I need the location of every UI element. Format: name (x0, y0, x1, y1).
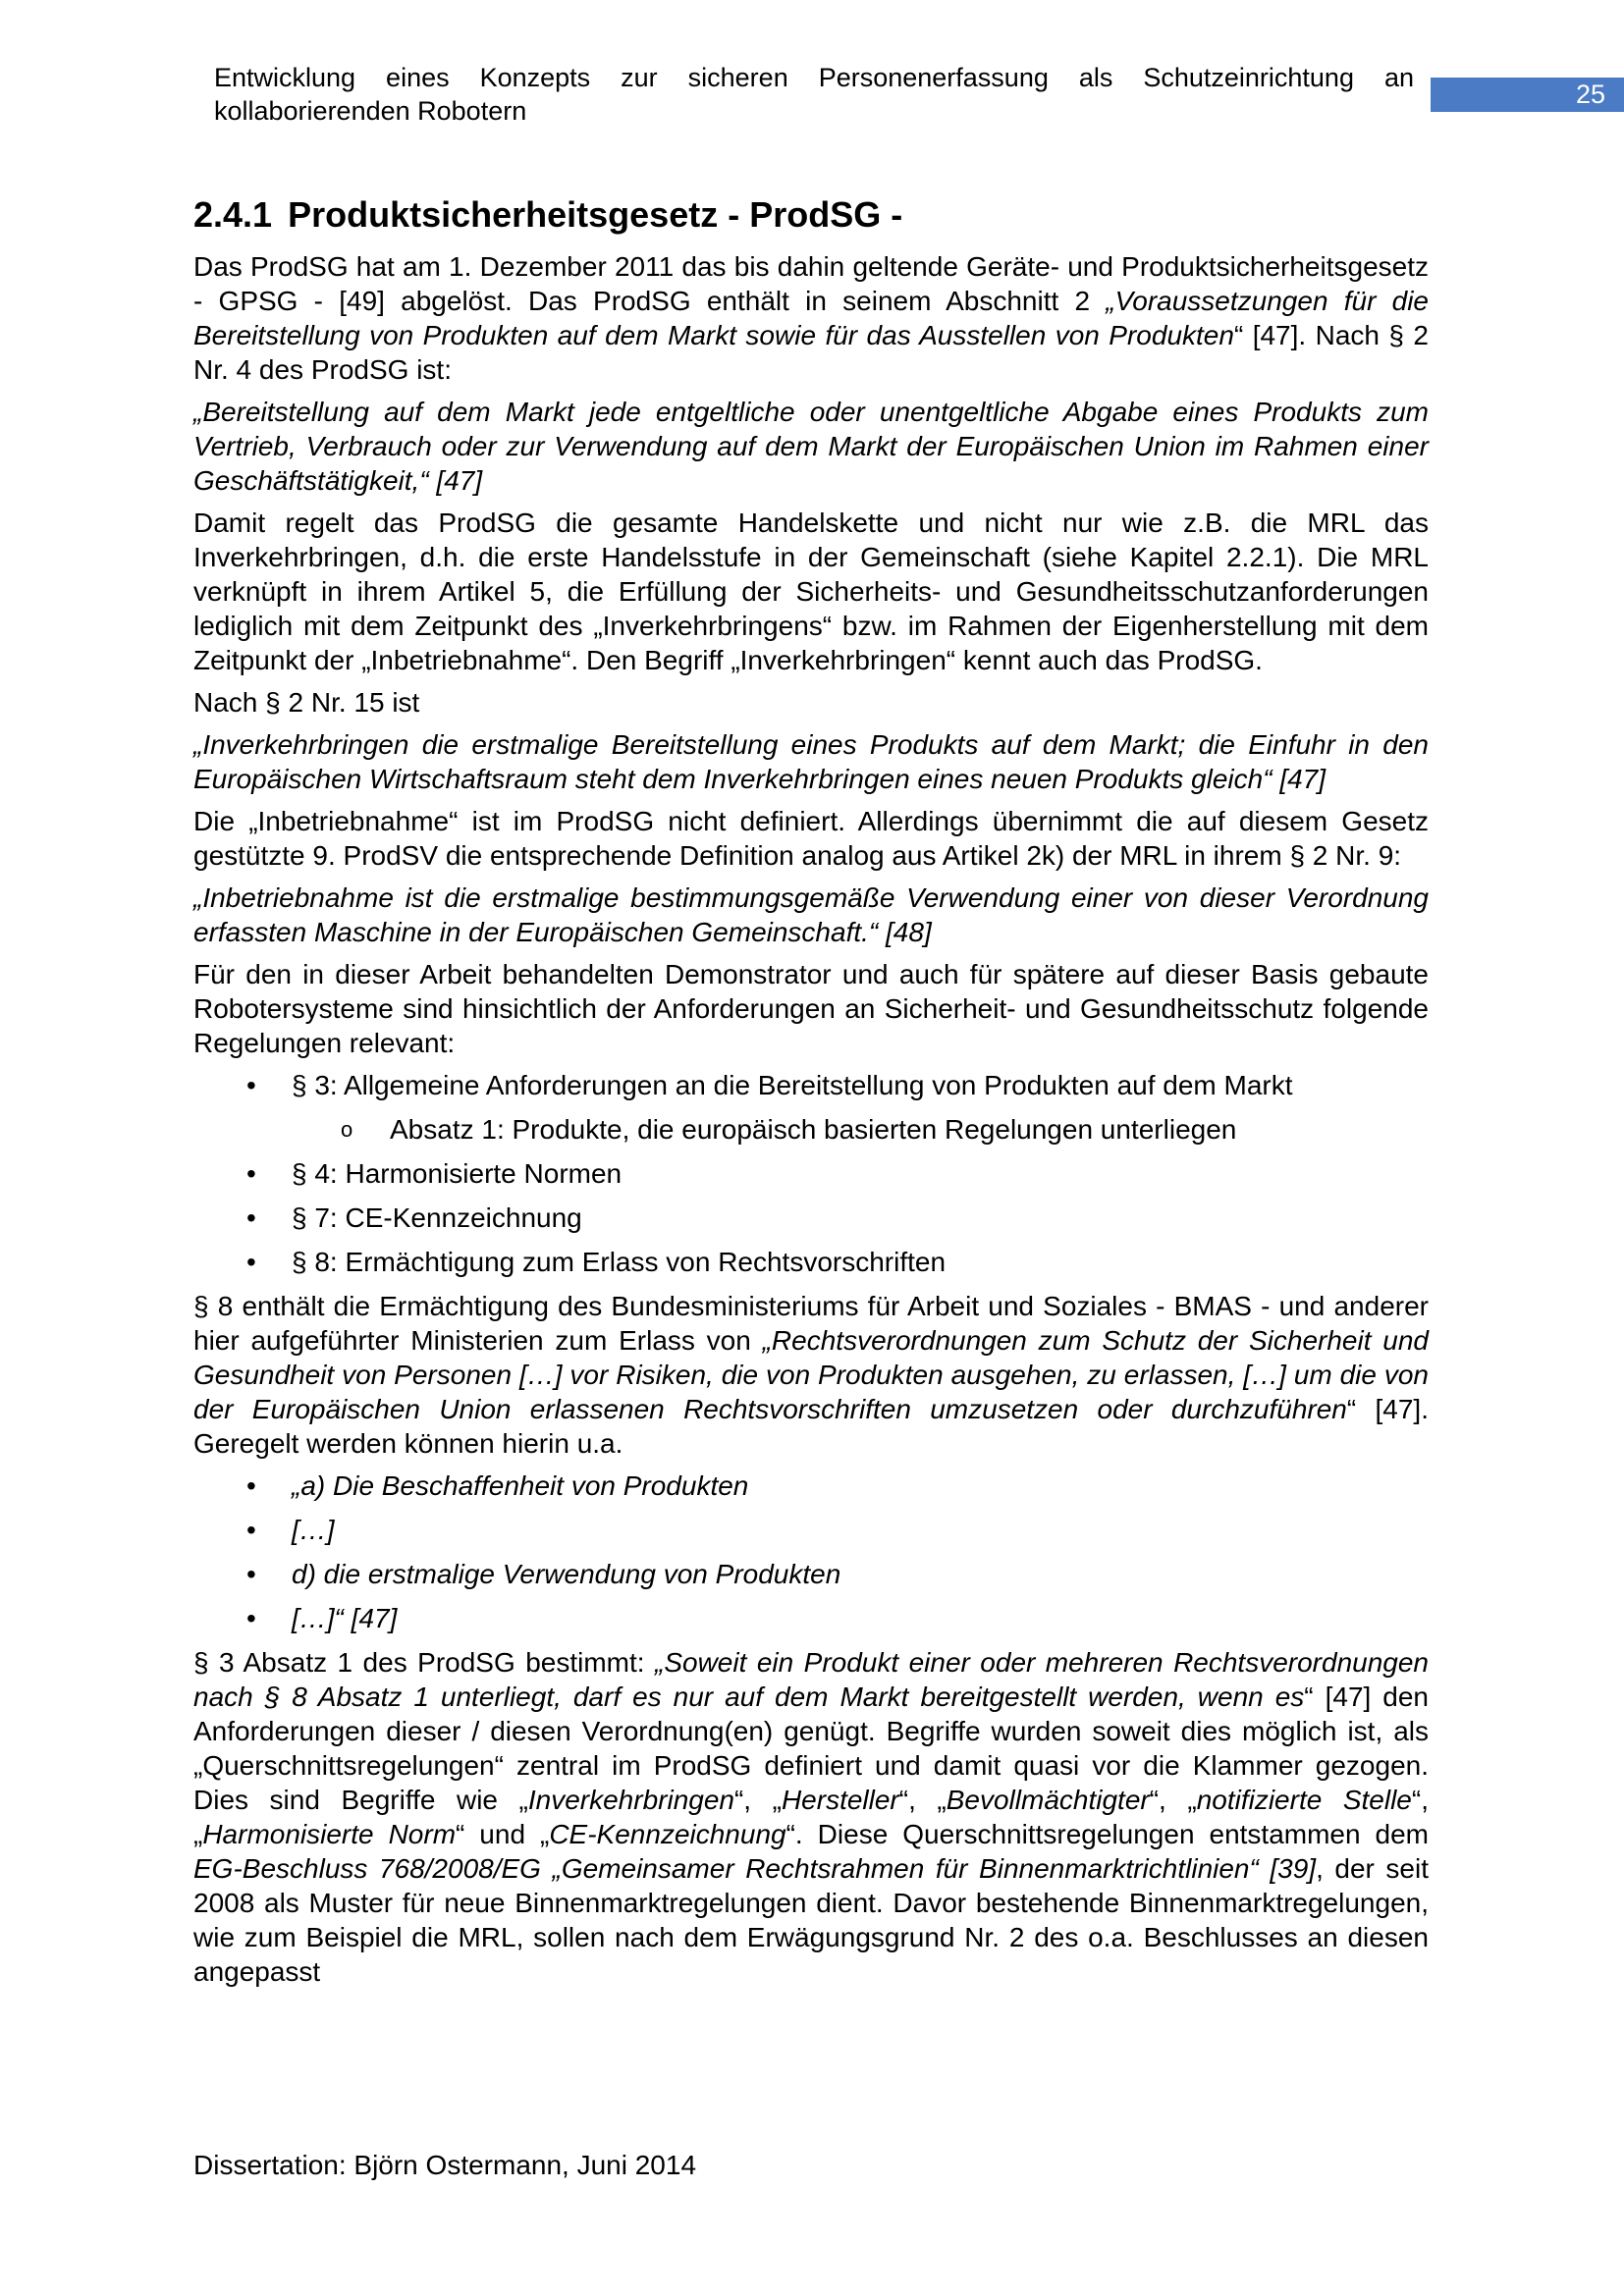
text-run: Das ProdSG hat am 1. Dezember 2011 das bis dahin geltende Geräte- und Produktsicherheitsgesetz - GPSG - [49] abgelöst. Das ProdSG enthält in seinem Abschnitt 2 (193, 251, 1429, 316)
italic-citation: „Soweit ein Produkt einer oder mehreren Rechtsverordnungen nach § 8 Absatz 1 unterliegt, darf es nur auf dem Markt bereitgestellt werden, wenn es (193, 1647, 1430, 1712)
paragraph-intro (193, 249, 1429, 387)
bullet-icon: • (246, 1603, 256, 1633)
italic-term: Harmonisierte Norm (202, 1819, 457, 1849)
italic-term: notifizierte Stelle (1196, 1785, 1412, 1815)
text-run: “. Diese Querschnittsregelungen entstammen dem (785, 1819, 1429, 1849)
list-item (193, 1601, 1429, 1635)
paragraph-ermaechtigung (193, 1289, 1429, 1461)
list-item-text: d) die erstmalige Verwendung von Produkten (292, 1559, 841, 1589)
text-run: “, „ (1149, 1785, 1197, 1815)
paragraph-handelskette: Damit regelt das ProdSG die gesamte Handelskette und nicht nur wie z.B. die MRL das Inverkehrbringen, d.h. die erste Handelsstufe in der Gemeinschaft (siehe Kapitel 2.2.1). Die MRL verknüpft in ihrem Artikel 5, die Erfüllung der Sicherheits- und Gesundheitsschutzanforderungen lediglich mit dem Zeitpunkt des „Inverkehrbringens“ bzw. im Rahmen der Eigenherstellung mit dem Zeitpunkt der „Inbetriebnahme“. Den Begriff „Inverkehrbringen“ kennt auch das ProdSG. (193, 507, 1429, 675)
running-header-title: Entwicklung eines Konzepts zur sicheren Personenerfassung als Schutzeinrichtung an kollaborierenden Robotern (214, 63, 1414, 126)
text-run: “ [47] den Anforderungen dieser / diesen Verordnung(en) genügt. Begriffe wurden soweit dies möglich ist, als „Querschnittsregelungen“ zentral im ProdSG definiert und damit quasi vor die Klammer gezogen. Dies sind Begriffe wie „ (193, 1682, 1429, 1815)
italic-citation: „Voraussetzungen für die Bereitstellung von Produkten auf dem Markt sowie für das Ausstellen von Produkten (193, 286, 1429, 350)
text-run: “ [47]. Nach § 2 Nr. 4 des ProdSG ist: (193, 320, 1430, 385)
bullet-icon: • (246, 1470, 256, 1501)
list-item-text: § 7: CE-Kennzeichnung (292, 1202, 582, 1233)
bullet-icon: • (246, 1515, 256, 1545)
list-item-text: § 4: Harmonisierte Normen (292, 1158, 623, 1189)
quote-inbetriebnahme: „Inbetriebnahme ist die erstmalige bestimmungsgemäße Verwendung einer von dieser Verordnung erfassten Maschine in der Europäischen Gemeinschaft.“ [48] (193, 882, 1429, 947)
text-run: § 8 enthält die Ermächtigung des Bundesministeriums für Arbeit und Soziales - BMAS - und anderer hier aufgeführter Ministerien zum Erlass von (193, 1291, 1429, 1356)
list-item (193, 1557, 1429, 1591)
text-run: “ [47]. Geregelt werden können hierin u.a. (193, 1394, 1429, 1459)
quote-inverkehrbringen: „Inverkehrbringen die erstmalige Bereitstellung eines Produkts auf dem Markt; die Einfuhr in den Europäischen Wirtschaftsraum steht dem Inverkehrbringen eines neuen Produkts gleich“ [47] (193, 729, 1429, 794)
page-number-badge: 25 (1431, 78, 1624, 112)
hollow-bullet-icon: o (341, 1117, 353, 1142)
list-item (193, 1201, 1429, 1235)
paragraph-querschnittsregelungen (193, 1645, 1429, 1989)
page-footer: Dissertation: Björn Ostermann, Juni 2014 (193, 2150, 697, 2180)
paragraph-nr15: Nach § 2 Nr. 15 ist (193, 687, 420, 718)
list-item-text: Absatz 1: Produkte, die europäisch basierten Regelungen unterliegen (390, 1114, 1237, 1145)
section-title: Produktsicherheitsgesetz - ProdSG - (288, 194, 903, 235)
list-item (193, 1513, 1429, 1547)
section-heading (193, 192, 1429, 238)
text-run: “ und „ (456, 1819, 550, 1849)
section-number: 2.4.1 (193, 194, 273, 235)
bullet-icon: • (246, 1247, 256, 1277)
list-item-text: […] (292, 1515, 335, 1545)
page-content (193, 192, 1429, 1997)
paragraph-inbetriebnahme: Die „Inbetriebnahme“ ist im ProdSG nicht definiert. Allerdings übernimmt die auf diesem Gesetz gestützte 9. ProdSV die entsprechende Definition analog aus Artikel 2k) der MRL in ihrem § 2 Nr. 9: (193, 806, 1429, 871)
list-item-text: „a) Die Beschaffenheit von Produkten (292, 1470, 749, 1501)
italic-term: Bevollmächtigter (946, 1785, 1150, 1815)
paragraph-demonstrator: Für den in dieser Arbeit behandelten Demonstrator und auch für spätere auf dieser Basis gebaute Robotersysteme sind hinsichtlich der Anforderungen an Sicherheit- und Gesundheitsschutz folgende Regelungen relevant: (193, 959, 1429, 1058)
bullet-icon: • (246, 1158, 256, 1189)
list-item-text: […]“ [47] (292, 1603, 398, 1633)
italic-term: Inverkehrbringen (527, 1785, 734, 1815)
list-item-text: § 8: Ermächtigung zum Erlass von Rechtsvorschriften (292, 1247, 947, 1277)
bullet-icon: • (246, 1202, 256, 1233)
italic-term: Hersteller (781, 1785, 899, 1815)
quote-bereitstellung: „Bereitstellung auf dem Markt jede entgeltliche oder unentgeltliche Abgabe eines Produkts zum Vertrieb, Verbrauch oder zur Verwendung auf dem Markt der Europäischen Union im Rahmen einer Geschäftstätigkeit,“ [47] (193, 397, 1429, 496)
list-item (193, 1068, 1429, 1102)
text-run: “, „ (898, 1785, 947, 1815)
text-run: “, „ (733, 1785, 782, 1815)
italic-term: CE-Kennzeichnung (549, 1819, 786, 1849)
bullet-icon: • (246, 1070, 256, 1100)
bullet-icon: • (246, 1559, 256, 1589)
relevant-regulations-list (193, 1068, 1429, 1279)
list-subitem (193, 1112, 1429, 1147)
quoted-regulations-list (193, 1468, 1429, 1635)
list-item (193, 1245, 1429, 1279)
list-item (193, 1156, 1429, 1191)
text-run: , der seit 2008 als Muster für neue Binnenmarktregelungen dient. Davor bestehende Binnenmarktregelungen, wie zum Beispiel die MRL, sollen nach dem Erwägungsgrund Nr. 2 des o.a. Beschlusses an diesen angepasst (193, 1853, 1429, 1987)
text-run: “, „ (193, 1785, 1429, 1849)
list-item (193, 1468, 1429, 1503)
italic-citation: EG-Beschluss 768/2008/EG „Gemeinsamer Rechtsrahmen für Binnenmarktrichtlinien“ [39] (193, 1853, 1317, 1884)
list-item-text: § 3: Allgemeine Anforderungen an die Bereitstellung von Produkten auf dem Markt (292, 1070, 1293, 1100)
text-run: § 3 Absatz 1 des ProdSG bestimmt: (193, 1647, 656, 1678)
italic-citation: „Rechtsverordnungen zum Schutz der Sicherheit und Gesundheit von Personen […] vor Risiken, die von Produkten ausgehen, zu erlassen, […] um die von der Europäischen Union erlassenen Rechtsvorschriften umzusetzen oder durchzuführen (193, 1325, 1429, 1424)
